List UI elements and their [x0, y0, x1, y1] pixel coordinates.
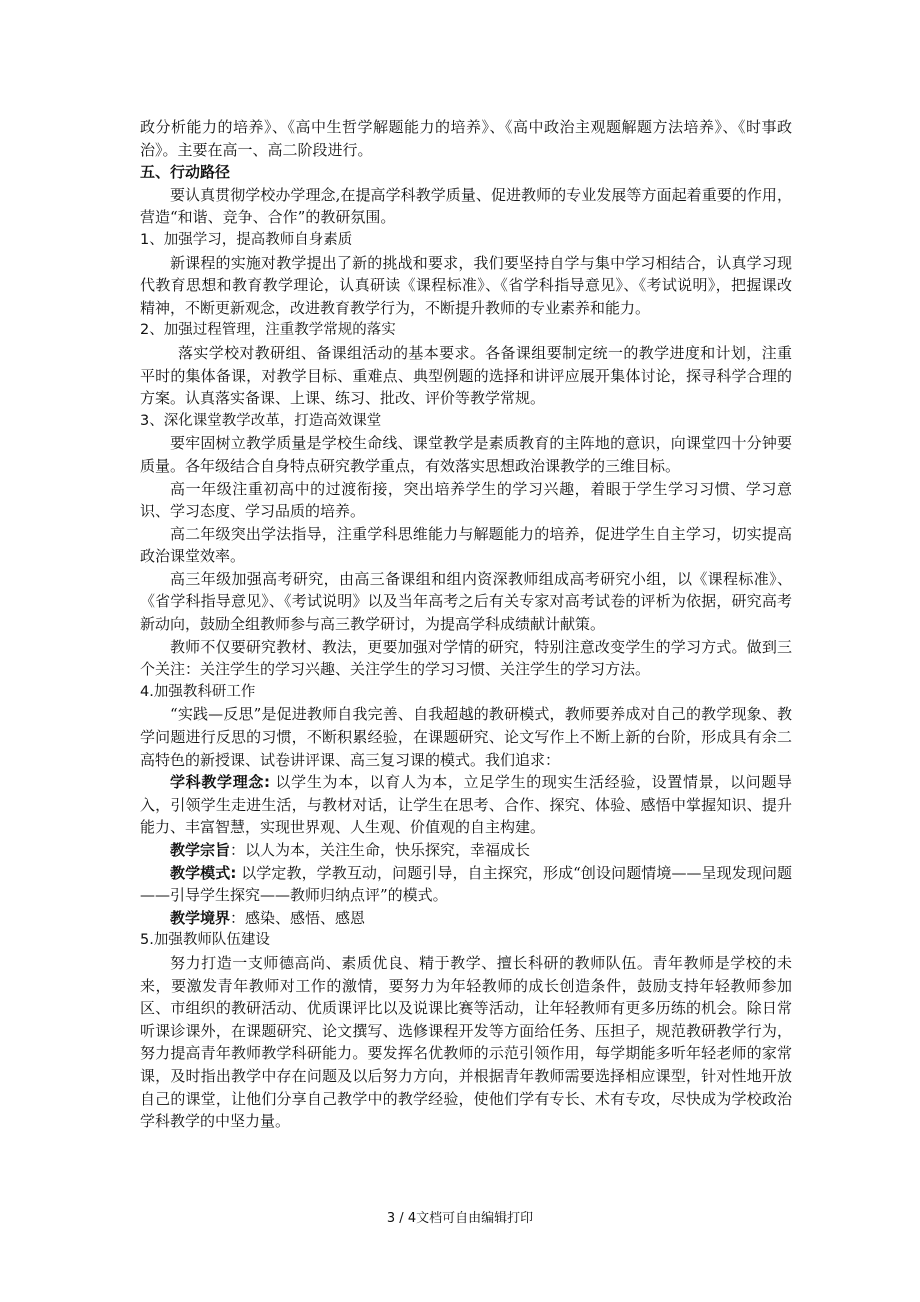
section-heading-action-path: 五、行动路径 — [140, 163, 231, 182]
teaching-mode — [140, 862, 792, 907]
teaching-aim — [140, 839, 792, 862]
subheading-3: 3、深化课堂教学改革，打造高效课堂 — [140, 412, 382, 429]
teaching-idea-text: 以学生为本，以育人为本，立足学生的现实生活经验，设置情景，以问题导入，引领学生走进生活，与教材对话，让学生在思考、合作、探究、体验、感悟中掌握知识、提升能力、丰富智慧，实现世界观、人生观、价值观的自主构建。 — [140, 773, 793, 837]
subheading-4: 4.加强教科研工作 — [140, 683, 256, 700]
subheading-2: 2、加强过程管理，注重教学常规的落实 — [140, 322, 396, 339]
teaching-realm-text: ：感染、感悟、感恩 — [230, 908, 366, 927]
paragraph-3d: 高三年级加强高考研究，由高三备课组和组内资深教师组成高考研究小组，以《课程标准》、《省学科指导意见》、《考试说明》以及当年高考之后有关专家对高考试卷的评析为依据，研究高考新动向，鼓励全组教师参与高三教学研讨，为提高学科成绩献计献策。 — [140, 569, 792, 634]
paragraph-3b: 高一年级注重初高中的过渡衔接，突出培养学生的学习兴趣，着眼于学生学习习惯、学习意识、学习态度、学习品质的培养。 — [140, 479, 792, 521]
teaching-realm — [140, 907, 792, 930]
page-footer: 3 / 4文档可自由编辑打印 — [386, 1211, 534, 1226]
subheading-1: 1、加强学习，提高教师自身素质 — [140, 231, 353, 248]
document-body — [140, 116, 792, 1133]
paragraph-4: “实践—反思”是促进教师自我完善、自我超越的教研模式，教师要养成对自己的教学现象、教学问题进行反思的习惯，不断积累经验，在课题研究、论文写作上不断上新的台阶，形成具有余二高特色的新授课、试卷讲评课、高三复习课的模式。我们追求： — [140, 705, 792, 769]
teaching-mode-label: 教学模式: — [170, 863, 237, 882]
teaching-idea — [140, 771, 792, 839]
paragraph-intro: 政分析能力的培养》、《高中生哲学解题能力的培养》、《高中政治主观题解题方法培养》、《时事政治》。主要在高一、高二阶段进行。 — [140, 118, 792, 159]
teaching-aim-text: ：以人为本，关注生命，快乐探究，幸福成长 — [230, 841, 531, 859]
paragraph-1: 新课程的实施对教学提出了新的挑战和要求，我们要坚持自学与集中学习相结合，认真学习现代教育思想和教育教学理论，认真研读《课程标准》、《省学科指导意见》、《考试说明》，把握课改精神，不断更新观念，改进教育教学行为，不断提升教师的专业素养和能力。 — [140, 253, 792, 317]
paragraph-5: 努力打造一支师德高尚、素质优良、精于教学、擅长科研的教师队伍。青年教师是学校的未来，要激发青年教师对工作的激情，要努力为年轻教师的成长创造条件，鼓励支持年轻教师参加区、市组织的教研活动、优质课评比以及说课比赛等活动，让年轻教师有更多历练的机会。除日常听课诊课外，在课题研究、论文撰写、选修课程开发等方面给任务、压担子，规范教研教学行为，努力提高青年教师教学科研能力。要发挥名优教师的示范引领作用，每学期能多听年轻老师的家常课，及时指出教学中存在问题及以后努力方向，并根据青年教师需要选择相应课型，针对性地开放自己的课堂，让他们分享自己教学中的教学经验，使他们学有专长、术有专攻，尽快成为学校政治学科教学的中坚力量。 — [140, 953, 792, 1131]
paragraph-2: 落实学校对教研组、备课组活动的基本要求。各备课组要制定统一的教学进度和计划，注重平时的集体备课，对教学目标、重难点、典型例题的选择和讲评应展开集体讨论，探寻科学合理的方案。认真落实备课、上课、练习、批改、评价等教学常规。 — [140, 343, 792, 408]
paragraph-action: 要认真贯彻学校办学理念,在提高学科教学质量、促进教师的专业发展等方面起着重要的作用，营造“和谐、竞争、合作”的教研氛围。 — [140, 185, 792, 227]
paragraph-3c: 高二年级突出学法指导，注重学科思维能力与解题能力的培养，促进学生自主学习，切实提高政治课堂效率。 — [140, 524, 792, 566]
paragraph-3e: 教师不仅要研究教材、教法，更要加强对学情的研究，特别注意改变学生的学习方式。做到三个关注：关注学生的学习兴趣、关注学生的学习习惯、关注学生的学习方法。 — [140, 637, 792, 679]
teaching-mode-text: 以学定教，学教互动，问题引导，自主探究，形成“创设问题情境——呈现发现问题——引导学生探究——教师归纳点评”的模式。 — [140, 863, 792, 905]
teaching-aim-label: 教学宗旨 — [170, 841, 231, 859]
paragraph-3a: 要牢固树立教学质量是学校生命线、课堂教学是素质教育的主阵地的意识，向课堂四十分钟要质量。各年级结合自身特点研究教学重点，有效落实思想政治课教学的三维目标。 — [140, 434, 792, 475]
teaching-idea-label: 学科教学理念: — [170, 773, 271, 792]
teaching-realm-label: 教学境界 — [170, 908, 231, 927]
subheading-5: 5.加强教师队伍建设 — [140, 932, 270, 949]
